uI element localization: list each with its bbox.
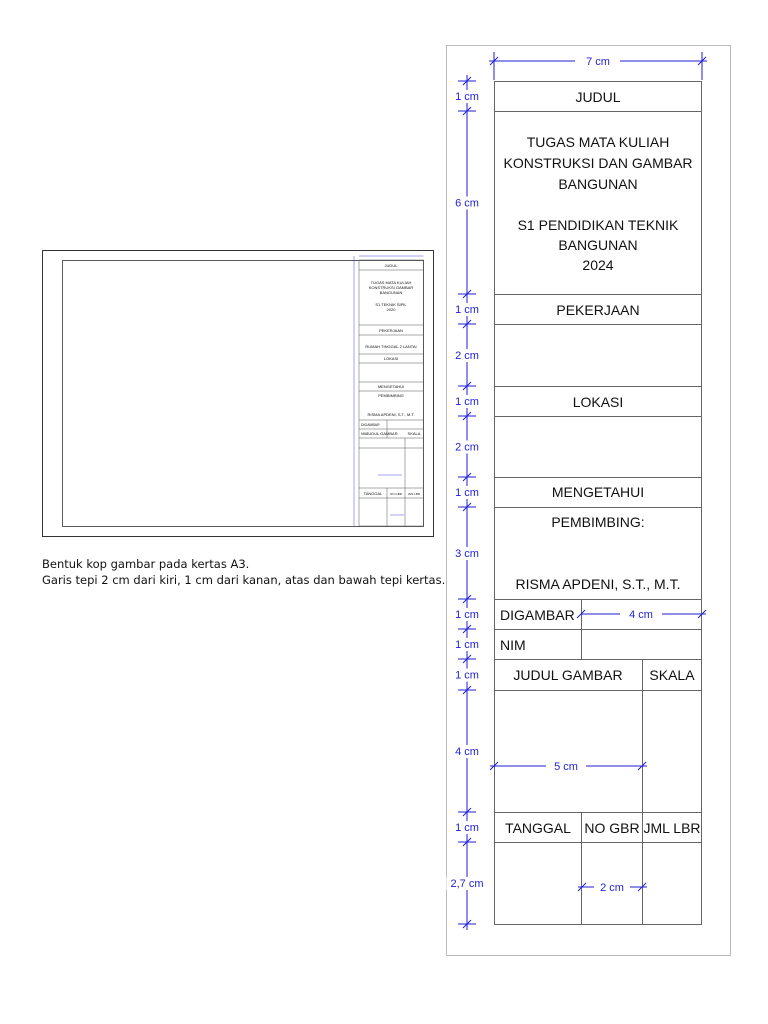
thumbnail-no-gbr: NO GBR: [390, 492, 402, 496]
thumbnail-nim: NIM: [361, 432, 368, 436]
row-height-label: 2 cm: [455, 441, 479, 454]
width-dimension-label: 7 cm: [586, 56, 610, 68]
judul-gambar-label: JUDUL GAMBAR: [513, 667, 623, 683]
judul-label: JUDUL: [575, 89, 621, 105]
row-height-label: 4 cm: [455, 746, 479, 758]
thumbnail-prodi-line-2: 2020: [386, 307, 396, 312]
thumbnail-digambar: DIGAMBAR: [361, 423, 380, 427]
lokasi-label: LOKASI: [572, 394, 624, 410]
thumbnail-pekerjaan-value: RUMAH TINGGAL 2 LANTAI: [365, 344, 417, 349]
thumbnail-mengetahui: MENGETAHUI: [377, 384, 405, 389]
jml-lbr-label: JML LBR: [643, 820, 701, 836]
thumbnail-judul-gambar: JUDUL GAMBAR: [366, 431, 398, 436]
thumbnail-prodi-line-1: S1 TEKNIK SIPIL: [375, 302, 407, 307]
thumbnail-lokasi: LOKASI: [383, 356, 399, 361]
digambar-label: DIGAMBAR: [500, 607, 575, 623]
thumbnail-pekerjaan: PEKERJAAN: [379, 328, 403, 333]
thumbnail-pembimbing: PEMBIMBING: [378, 393, 404, 398]
prodi-line-1: S1 PENDIDIKAN TEKNIK: [517, 217, 679, 233]
row-height-label: 1 cm: [455, 609, 479, 621]
prodi-line-3: 2024: [582, 257, 614, 273]
skala-label: SKALA: [649, 667, 695, 683]
row-height-label: 1 cm: [455, 91, 479, 103]
pekerjaan-label: PEKERJAAN: [556, 302, 640, 318]
pembimbing-label: PEMBIMBING:: [551, 514, 645, 530]
row-height-label: 1 cm: [455, 487, 479, 499]
row-height-label: 6 cm: [455, 197, 479, 210]
row-height-label: 1 cm: [455, 639, 479, 651]
tugas-line-2: KONSTRUKSI DAN GAMBAR: [503, 155, 693, 171]
thumbnail-tugas-line-1: TUGAS MATA KULIAH: [370, 280, 412, 285]
row-height-label: 1 cm: [455, 304, 479, 316]
tugas-line-3: BANGUNAN: [558, 176, 638, 192]
tugas-line-1: TUGAS MATA KULIAH: [526, 134, 670, 150]
no-gbr-label: NO GBR: [584, 820, 640, 836]
thumbnail-tanggal: TANGGAL: [363, 491, 383, 496]
row-height-label: 2,7 cm: [450, 878, 484, 890]
nim-label: NIM: [500, 637, 526, 653]
row-height-label: 1 cm: [455, 396, 479, 408]
row-height-label: 2 cm: [455, 350, 479, 362]
pembimbing-name: RISMA APDENI, S.T., M.T.: [515, 576, 681, 592]
row-height-label: 1 cm: [455, 669, 479, 682]
thumbnail-tugas-line-3: BANGUNAN: [379, 290, 403, 295]
prodi-line-2: BANGUNAN: [558, 237, 638, 253]
mengetahui-label: MENGETAHUI: [551, 484, 645, 500]
thumbnail-pembimbing-name: RISMA APDENI, S.T., M.T.: [367, 412, 415, 417]
title-block-grid: [494, 81, 702, 925]
thumbnail-judul: JUDUL: [384, 263, 398, 268]
caption-line-2: Garis tepi 2 cm dari kiri, 1 cm dari kanan, atas dan bawah tepi kertas.: [42, 573, 446, 587]
caption-line-1: Bentuk kop gambar pada kertas A3.: [42, 557, 250, 571]
thumbnail-tugas-line-2: KONSTRUKSI GAMBAR: [368, 285, 414, 290]
row-height-label: 3 cm: [455, 548, 479, 560]
judul-gambar-width-label: 5 cm: [554, 761, 578, 773]
thumbnail-skala: SKALA: [407, 431, 421, 436]
tanggal-label: TANGGAL: [505, 820, 571, 836]
row-height-label: 1 cm: [455, 822, 479, 834]
no-gbr-width-label: 2 cm: [600, 882, 624, 894]
digambar-width-label: 4 cm: [629, 609, 653, 621]
thumbnail-jml-lbr: JML LBR: [407, 492, 421, 496]
